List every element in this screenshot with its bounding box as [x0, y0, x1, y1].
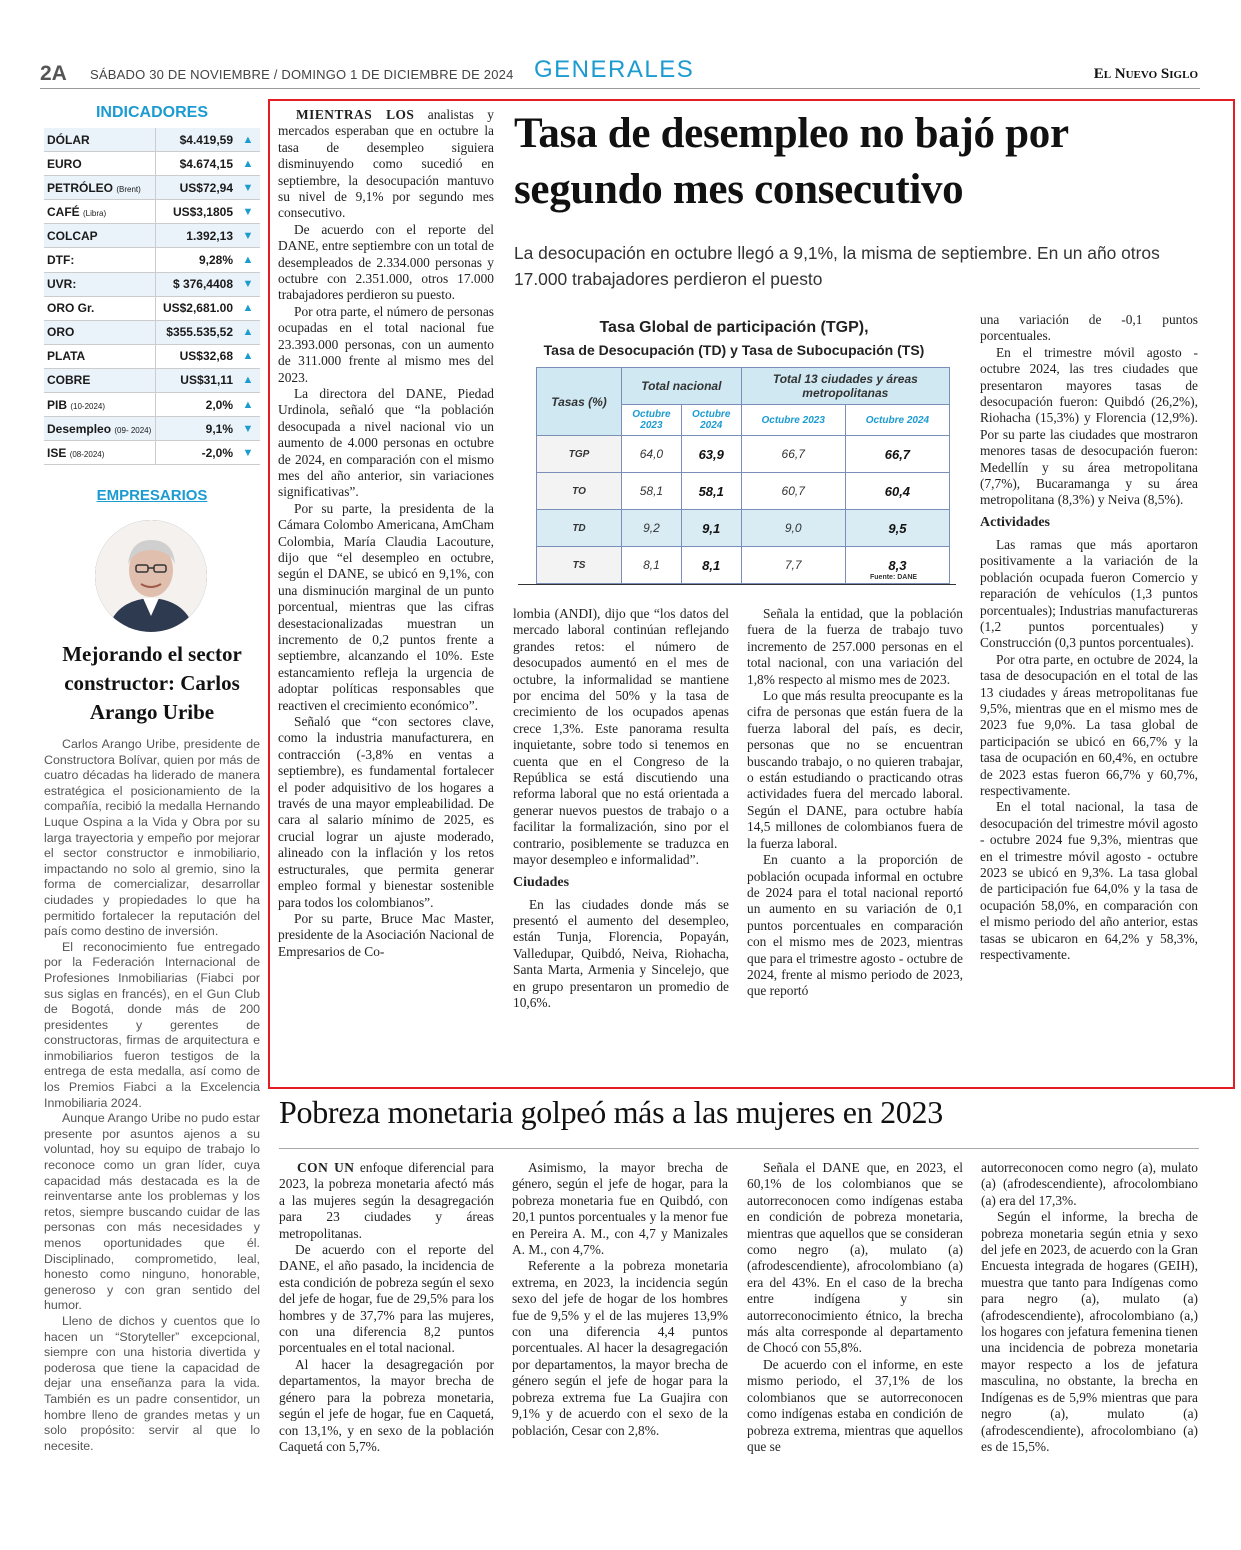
indicator-value: $355.535,52 — [156, 320, 237, 344]
table-subtitle: Tasa de Desocupación (TD) y Tasa de Subocupación (TS) — [543, 342, 925, 358]
indicator-value: US$32,68 — [156, 344, 237, 368]
article2-col2 — [512, 1160, 728, 1439]
paragraph: De acuerdo con el reporte del DANE, entre septiembre con un total de desempleados de 2.334.000 personas y octubre con 2.351.000, otros 17.000 trabajadores perdieron su puesto. — [278, 221, 494, 303]
row-label: TD — [537, 510, 622, 547]
table-cell: 9,2 — [622, 510, 682, 547]
table-cell: 58,1 — [681, 473, 741, 510]
indicator-row — [44, 176, 260, 200]
indicator-row — [44, 200, 260, 224]
table-row — [537, 510, 950, 547]
subheading-ciudades: Ciudades — [513, 874, 570, 890]
table-group-header: Total 13 ciudades y áreas metropolitanas — [741, 368, 949, 405]
page-date: SÁBADO 30 DE NOVIEMBRE / DOMINGO 1 DE DICIEMBRE DE 2024 — [90, 67, 514, 82]
indicator-name: EURO — [44, 152, 156, 176]
newspaper-brand: El Nuevo Siglo — [1093, 66, 1198, 82]
indicator-value: US$2,681.00 — [156, 296, 237, 320]
indicator-value: 1.392,13 — [156, 224, 237, 248]
table-cell: 66,7 — [845, 436, 949, 473]
paragraph: El reconocimiento fue entregado por la Federación Internacional de Profesiones Inmobiliarias (Fiabci por sus siglas en francés), en el Gun Club de Bogotá, donde más de 200 presidentes y gerentes de constructoras, firmas de arquitectura e inmobiliarios fueron testigos de la entrega de esta medalla, así como de los Premios Fiabci a la Excelencia Inmobiliaria 2024. — [44, 939, 260, 1110]
indicators-title: INDICADORES — [95, 104, 208, 121]
paragraph: enfoque diferencial para 2023, la pobreza monetaria afectó más a las mujeres según la desagregación para 23 ciudades y áreas metropolitanas. — [279, 1160, 494, 1241]
indicator-value: US$31,11 — [156, 368, 237, 392]
paragraph: analistas y mercados esperaban que en octubre la tasa de desempleo siguiera disminuyendo como sucedió en septiembre, la desocupación mantuvo su nivel de 9,1% por segundo mes consecutivo. — [278, 107, 494, 221]
paragraph: En las ciudades donde más se presentó el aumento del desempleo, están Tunja, Florencia, Popayán, Valledupar, Quibdó, Neiva, Riohacha, Santa Marta, Armenia y Sincelejo, que en grupo presentaron un promedio de 10,6%. — [513, 896, 729, 1010]
indicator-value: 9,28% — [156, 248, 237, 272]
indicator-name: CAFÉ (Libra) — [44, 200, 156, 224]
paragraph: En el trimestre móvil agosto - octubre 2024, las tres ciudades que presentaron mayores tasas de desocupación fueron: Quibdó (26,2%), Riohacha (15,3%) y Florencia (12,9%). Por su parte las ciudades que mostraron menores tasas de desocupación fueron: Medellín y su área metropolitana (7,7%), Bucaramanga y su área metropolitana (8,3%) y Neiva (8,5%). — [980, 344, 1198, 508]
paragraph: La directora del DANE, Piedad Urdinola, señaló que “la población desocupada a nivel nacional vio un aumento de 4.000 personas en octubre de 2024, en comparación con el mismo mes del año anterior, sin variaciones significativas”. — [278, 385, 494, 500]
article2-col1 — [279, 1160, 494, 1455]
portrait-image — [95, 520, 207, 632]
article1-subtitle: La desocupación en octubre llegó a 9,1%, la misma de septiembre. En un año otros 17.000 trabajadores perdieron el puesto — [514, 243, 1160, 289]
paragraph: Por su parte, la presidenta de la Cámara Colombo Americana, AmCham Colombia, María Claudia Lacouture, dijo que “el desempleo en octubre, según el DANE, se ubicó en 9,1%, con una disminución marginal de un punto porcentual, mientras que las cifras desestacionalizadas muestran un incremento de 0,2 puntos frente a septiembre, alcanzando el 10%. Este estancamiento refleja la urgencia de adoptar políticas responsables que reactiven el crecimiento económico”. — [278, 500, 494, 713]
indicator-row — [44, 248, 260, 272]
trend-up-icon: ▲ — [236, 320, 260, 344]
indicator-name: DÓLAR — [44, 128, 156, 152]
paragraph: Asimismo, la mayor brecha de género, según el jefe de hogar, para la pobreza monetaria fue en Quibdó, con 20,1 puntos porcentuales y la menor fue en Pereira A. M., con 4,7 y Manizales A. M., con 4,7%. — [512, 1160, 728, 1258]
paragraph: Carlos Arango Uribe, presidente de Constructora Bolívar, quien por más de cuatro décadas ha liderado de manera estratégica el posicionamiento de la compañía, recibió la medalla Hernando Luque Ospina a la Vida y Obra por su larga trayectoria y empeño por mejorar el sector constructor e inmobiliario, impactando no solo al gremio, sino la forma de comercializar, desarrollar ciudades y propiedades lo que ha permitido fortalecer la reputación del país como destino de inversión. — [44, 737, 260, 939]
trend-down-icon: ▼ — [236, 176, 260, 200]
labor-rates-table — [536, 367, 950, 584]
table-cell: 60,4 — [845, 473, 949, 510]
table-cell: 66,7 — [741, 436, 845, 473]
indicator-row — [44, 272, 260, 296]
indicator-name: UVR: — [44, 272, 156, 296]
headline-divider — [279, 1148, 1199, 1149]
article1-col1 — [278, 107, 494, 960]
trend-down-icon: ▼ — [236, 441, 260, 465]
indicator-value: US$72,94 — [156, 176, 237, 200]
row-label: TO — [537, 473, 622, 510]
subheading-actividades: Actividades — [980, 514, 1050, 530]
paragraph: En el total nacional, la tasa de desocupación del trimestre móvil agosto - octubre 2024 fue 9,3%, mientras que en el trimestre móvil agosto - octubre 2023 se ubicó en 9,3%. La tasa global de participación fue 64,0% y la tasa de ocupación 58,0%, en comparación con el mismo periodo del año anterior, estas tasas se ubicaron en 64,2% y 58,3%, respectivamente. — [980, 799, 1198, 963]
paragraph: De acuerdo con el reporte del DANE, el año pasado, la incidencia de esta condición de pobreza según el sexo del jefe de hogar, fue de 29,5% para los hombres y de 37,7% para las mujeres, con una diferencia 8,2 puntos porcentuales en el total nacional. — [279, 1242, 494, 1356]
indicator-value: US$3,1805 — [156, 200, 237, 224]
trend-up-icon: ▲ — [236, 344, 260, 368]
indicator-row — [44, 320, 260, 344]
indicator-name: PLATA — [44, 344, 156, 368]
paragraph: Lo que más resulta preocupante es la cifra de personas que están fuera de la fuerza laboral del país, es decir, personas que no se encuentran buscando trabajo, o no quieren trabajar, o están estudiando o practicando otras actividades fuera del mercado laboral. Según el DANE, para octubre había 14,5 millones de colombianos fuera de la fuerza laboral. — [747, 688, 963, 851]
indicator-value: $4.419,59 — [156, 128, 237, 152]
table-row — [537, 436, 950, 473]
table-cell: 8,3 — [845, 547, 949, 584]
table-column-header: Octubre 2023 — [741, 405, 845, 436]
trend-up-icon: ▲ — [236, 128, 260, 152]
indicator-row — [44, 296, 260, 320]
article1-headline: Tasa de desempleo no bajó por segundo mes consecutivo — [514, 110, 1068, 213]
trend-down-icon: ▼ — [236, 224, 260, 248]
indicator-row — [44, 368, 260, 392]
trend-up-icon: ▲ — [236, 296, 260, 320]
row-label: TS — [537, 547, 622, 584]
indicator-value: -2,0% — [156, 441, 237, 465]
indicator-value: $ 376,4408 — [156, 272, 237, 296]
indicator-name: ORO — [44, 320, 156, 344]
table-cell: 7,7 — [741, 547, 845, 584]
article1-col2 — [513, 606, 729, 1011]
table-row — [537, 473, 950, 510]
paragraph: Por otra parte, el número de personas ocupadas en el total nacional fue 23.393.000 personas, con un aumento de 311.000 frente al mismo mes del 2023. — [278, 303, 494, 385]
lead-words: MIENTRAS LOS — [296, 107, 415, 122]
empresarios-body — [44, 737, 260, 1454]
indicator-value: $4.674,15 — [156, 152, 237, 176]
empresarios-title: EMPRESARIOS — [96, 487, 208, 504]
indicator-name: PIB (10-2024) — [44, 393, 156, 417]
table-divider — [518, 584, 956, 585]
avatar — [95, 520, 207, 632]
empresarios-headline: Mejorando el sector constructor: Carlos Arango Uribe — [62, 642, 242, 724]
paragraph: autorreconocen como negro (a), mulato (a) (afrodescendiente), afrocolombiano (a) era del 17,3%. — [981, 1160, 1198, 1208]
trend-up-icon: ▲ — [236, 152, 260, 176]
table-group-header: Total nacional — [622, 368, 742, 405]
table-corner-header: Tasas (%) — [537, 368, 622, 436]
indicator-value: 9,1% — [156, 417, 237, 441]
table-cell: 63,9 — [681, 436, 741, 473]
paragraph: Señaló que “con sectores clave, como la industria manufacturera, en contracción (-3,8% en ventas a septiembre), es fundamental fortalecer el poder adquisitivo de los hogares a través de una mayor empleabilidad. De cara al salario mínimo de 2025, es crucial lograr un ajuste moderado, alineado con la inflación y los retos estructurales, que permita generar empleo formal y bienestar sostenible para todos los colombianos”. — [278, 714, 494, 910]
paragraph: Por otra parte, en octubre de 2024, la tasa de desocupación en el total de las 13 ciudades y áreas metropolitanas fue 9,5%, mientras que en el mismo mes de 2023 fue 9,0%. La tasa global de participación se ubicó en 66,7% y la tasa de ocupación en 60,4%, en octubre de 2023 estas fueron 66,7% y 60,7%, respectivamente. — [980, 651, 1198, 798]
table-cell: 8,1 — [622, 547, 682, 584]
trend-down-icon: ▼ — [236, 417, 260, 441]
page-header — [40, 56, 1200, 89]
indicator-name: ORO Gr. — [44, 296, 156, 320]
table-source: Fuente: DANE — [870, 574, 918, 581]
paragraph: Referente a la pobreza monetaria extrema, en 2023, la incidencia según sexo del jefe de hogar de los hombres fue de 9,5% y el de las mujeres 13,9% con una diferencia 4,4 puntos porcentuales. Al hacer la desagregación por departamentos, la mayor brecha de género según el jefe de hogar para la pobreza extrema fue La Guajira con 9,1% y de acuerdo con el sexo de la población, Cesar con 2,8%. — [512, 1258, 728, 1438]
indicator-row — [44, 152, 260, 176]
indicators-table — [44, 128, 260, 465]
indicator-row — [44, 393, 260, 417]
lead-words: CON UN — [297, 1160, 355, 1175]
table-column-header: Octubre 2024 — [845, 405, 949, 436]
table-cell: 8,1 — [681, 547, 741, 584]
indicator-row — [44, 128, 260, 152]
paragraph: Señala el DANE que, en 2023, el 60,1% de los colombianos que se autorreconocen como indígenas estaba en condición de pobreza monetaria, mientras que aquellos que se consideran como negro (a), mulato (a) (afrodescendiente), afrocolombiano (a) era del 43%. En el caso de la brecha entre indígena y sin autorreconocimiento étnico, la brecha más alta corresponde al departamento de Chocó con 55,8%. — [747, 1160, 963, 1356]
trend-up-icon: ▲ — [236, 248, 260, 272]
article1-col4 — [980, 312, 1198, 963]
paragraph: Señala la entidad, que la población fuera de la fuerza de trabajo tuvo incremento de 257.000 personas en el total nacional, con una variación del 1,8% respecto al mismo mes de 2023. — [747, 606, 963, 687]
trend-up-icon: ▲ — [236, 368, 260, 392]
table-cell: 60,7 — [741, 473, 845, 510]
paragraph: Al hacer la desagregación por departamentos, la mayor brecha de género para la pobreza monetaria, según el jefe de hogar, fue en Caquetá, con 13,1%, y en sexo de la población Caquetá con 5,7%. — [279, 1356, 494, 1454]
table-cell: 64,0 — [622, 436, 682, 473]
paragraph: lombia (ANDI), dijo que “los datos del mercado laboral continúan reflejando grandes retos: el número de desocupados aumentó en el mes de octubre, la informalidad se mantiene por encima del 50% y la tasa de crecimiento de los ocupados apenas crece 1,3%. Este panorama resulta inquietante, sobre todo si tenemos en cuenta que en el Congreso de la República se está discutiendo una reforma laboral que no está orientada a generar nuevos puestos de trabajo o a facilitar la formalización, sino por el contrario, posiblemente se traduzca en mayor desempleo e informalidad”. — [513, 606, 729, 868]
article2-col4 — [981, 1160, 1198, 1455]
paragraph: una variación de -0,1 puntos porcentuales. — [980, 312, 1198, 344]
article1-col3 — [747, 606, 963, 1000]
indicator-row — [44, 417, 260, 441]
row-label: TGP — [537, 436, 622, 473]
indicator-row — [44, 224, 260, 248]
indicator-name: COBRE — [44, 368, 156, 392]
trend-down-icon: ▼ — [236, 200, 260, 224]
table-cell: 9,5 — [845, 510, 949, 547]
table-cell: 9,1 — [681, 510, 741, 547]
table-column-header: Octubre 2023 — [622, 405, 682, 436]
paragraph: De acuerdo con el informe, en este mismo periodo, el 37,1% de los colombianos que se autorreconocen como indígenas estaba en condición de pobreza extrema, mientras que aquellos que se — [747, 1356, 963, 1454]
indicator-value: 2,0% — [156, 393, 237, 417]
table-column-header: Octubre 2024 — [681, 405, 741, 436]
trend-down-icon: ▼ — [236, 272, 260, 296]
section-title: GENERALES — [534, 56, 695, 83]
indicator-name: DTF: — [44, 248, 156, 272]
paragraph: Lleno de dichos y cuentos que lo hacen un “Storyteller” excepcional, siempre con una historia divertida y poderosa que tiene la capacidad de dejar una enseñanza para la vida. También es un padre consentidor, un hombre lleno de grandes metas y un solo propósito: servir al que lo necesite. — [44, 1313, 260, 1453]
trend-up-icon: ▲ — [236, 393, 260, 417]
table-cell: 58,1 — [622, 473, 682, 510]
indicator-row — [44, 344, 260, 368]
page-number: 2A — [40, 62, 67, 85]
paragraph: Las ramas que más aportaron positivamente a la variación de la población ocupada fueron Comercio y reparación de vehículos (1,3 puntos porcentuales); Industrias manufactureras (1,2 puntos porcentuales) y Construcción (0,3 puntos porcentuales). — [980, 536, 1198, 651]
article2-col3 — [747, 1160, 963, 1455]
indicator-name: PETRÓLEO (Brent) — [44, 176, 156, 200]
indicator-name: COLCAP — [44, 224, 156, 248]
paragraph: Por su parte, Bruce Mac Master, presidente de la Asociación Nacional de Empresarios de Co- — [278, 910, 494, 959]
indicator-name: ISE (08-2024) — [44, 441, 156, 465]
indicator-row — [44, 441, 260, 465]
paragraph: Aunque Arango Uribe no pudo estar presente por asuntos ajenos a su voluntad, hoy su equipo de trabajo lo reconoce como un gran líder, cuya capacidad más destacada es la de reinventarse ante los problemas y los retos, siempre buscando cuidar de las personas con más necesidades y menos oportunidades que él. Disciplinado, comprometido, leal, honesto como ninguno, honorable, generoso y con gran sentido del humor. — [44, 1111, 260, 1313]
paragraph: En cuanto a la proporción de población ocupada informal en octubre de 2024 para el total nacional reportó un aumento en su variación de 0,1 puntos porcentuales en comparación con el mismo mes de 2023, mientras que para el trimestre agosto - octubre de 2024, frente al mismo periodo de 2023, que reportó — [747, 852, 963, 999]
indicator-name: Desempleo (09- 2024) — [44, 417, 156, 441]
article2-headline: Pobreza monetaria golpeó más a las mujeres en 2023 — [279, 1094, 943, 1130]
table-cell: 9,0 — [741, 510, 845, 547]
table-title: Tasa Global de participación (TGP), — [599, 319, 869, 336]
paragraph: Según el informe, la brecha de pobreza monetaria según etnia y sexo del jefe en 2023, de acuerdo con la Gran Encuesta integrada de hogares (GEIH), muestra que tanto para Indígenas como para negro (a), mulato (a) (afrodescendiente), afrocolombiano (a,) los hogares con jefatura femenina tienen una incidencia de pobreza monetaria mayor respecto a los de jefatura masculina, no obstante, la brecha en Indígenas es de 5,9% mientras que para negro (a), mulato (a) (afrodescendiente), afrocolombiano (a) es de 15,5%. — [981, 1209, 1198, 1454]
